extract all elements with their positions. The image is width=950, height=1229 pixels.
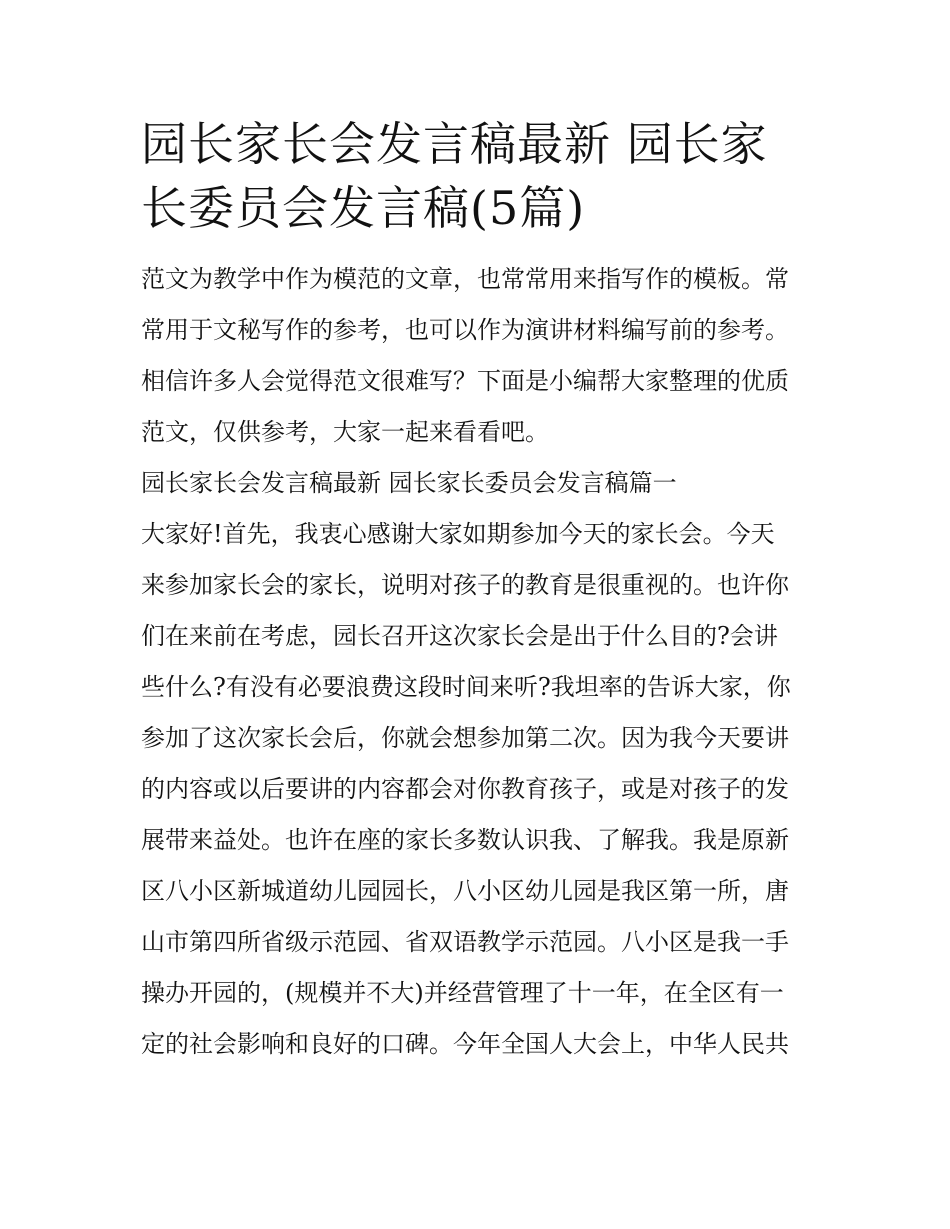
body-line-10: 操办开园的，(规模并不大)并经营管理了十一年，在全区有一 [141,979,784,1007]
body-line-1: 大家好!首先，我衷心感谢大家如期参加今天的家长会。今天 [141,520,775,548]
body-line-4: 些什么?有没有必要浪费这段时间来听?我坦率的告诉大家，你 [141,673,791,701]
body-line-5: 参加了这次家长会后，你就会想参加第二次。因为我今天要讲 [141,724,789,752]
body-line-2: 来参加家长会的家长，说明对孩子的教育是很重视的。也许你 [141,571,789,599]
document-title [141,112,813,240]
intro-line-2: 常用于文秘写作的参考，也可以作为演讲材料编写前的参考。 [141,316,789,344]
title-line-1: 园长家长会发言稿最新 园长家 [141,117,768,171]
intro-line-3: 相信许多人会觉得范文很难写？下面是小编帮大家整理的优质 [141,367,789,395]
body-line-9: 山市第四所省级示范园、省双语教学示范园。八小区是我一手 [141,928,789,956]
body-line-6: 的内容或以后要讲的内容都会对你教育孩子，或是对孩子的发 [141,775,789,803]
intro-line-4: 范文，仅供参考，大家一起来看看吧。 [141,418,549,446]
section-heading: 园长家长会发言稿最新 园长家长委员会发言稿篇一 [141,469,677,497]
document-page [141,112,813,1070]
title-line-2: 长委员会发言稿(5篇) [141,181,586,235]
body-line-3: 们在来前在考虑，园长召开这次家长会是出于什么目的?会讲 [141,622,778,650]
body-line-7: 展带来益处。也许在座的家长多数认识我、了解我。我是原新 [141,826,789,854]
intro-line-1: 范文为教学中作为模范的文章，也常常用来指写作的模板。常 [141,265,789,293]
body-line-11: 定的社会影响和良好的口碑。今年全国人大会上，中华人民共 [141,1030,789,1058]
body-line-8: 区八小区新城道幼儿园园长，八小区幼儿园是我区第一所，唐 [141,877,789,905]
document-body [141,254,813,1070]
